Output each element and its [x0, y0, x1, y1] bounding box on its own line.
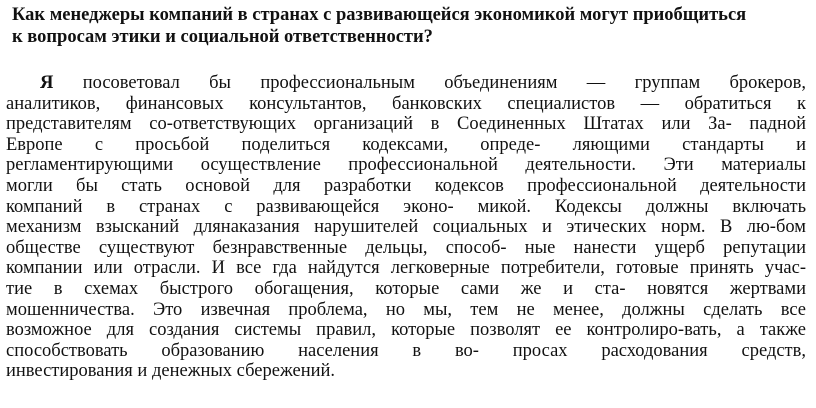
paragraph-line: способствовать образованию населения в во- просах расходования средств,: [6, 340, 806, 361]
paragraph-line: обществе существуют безнравственные дельцы, способ- ные нанести ущерб репутации: [6, 237, 806, 258]
paragraph-line: мошенничества. Это извечная проблема, но мы, тем не менее, должны сделать все: [6, 299, 806, 320]
title-line: к вопросам этики и социальной ответственности?: [12, 27, 433, 47]
title-line: Как менеджеры компаний в странах с развивающейся экономикой могут приобщиться: [12, 5, 747, 25]
paragraph-line: [6, 73, 806, 94]
paragraph-line: компании или отрасли. И все гда найдутся легковерные потребители, готовые принять учас-: [6, 258, 806, 279]
paragraph-line: регламентирующими осуществление профессиональной деятельности. Эти материалы: [6, 155, 806, 176]
document-title: [6, 4, 806, 48]
paragraph-line-text: посоветовал бы профессиональным объединениям — группам брокеров,: [82, 73, 807, 93]
paragraph-line: инвестирования и денежных сбережений.: [6, 361, 336, 382]
body-paragraph: [6, 73, 806, 382]
paragraph-line: возможное для создания системы правил, которые позволят ее контролиро-вать, а также: [6, 320, 806, 341]
paragraph-line: компаний в странах с развивающейся эконо- микой. Кодексы должны включать: [6, 196, 806, 217]
paragraph-line: механизм взысканий длянаказания нарушителей социальных и этических норм. В лю-бом: [6, 217, 806, 238]
paragraph-line: тие в схемах быстрого обогащения, которые сами же и ста- новятся жертвами: [6, 278, 806, 299]
paragraph-line: могли бы стать основой для разработки кодексов профессиональной деятельности: [6, 175, 806, 196]
paragraph-line: представителям со-ответствующих организаций в Соединенных Штатах или За- падной: [6, 114, 806, 135]
paragraph-line: Европе с просьбой поделиться кодексами, опреде- ляющими стандарты и: [6, 134, 806, 155]
document-page: [6, 4, 806, 382]
paragraph-line: аналитиков, финансовых консультантов, банковских специалистов — обратиться к: [6, 93, 806, 114]
first-word: Я: [40, 73, 54, 93]
